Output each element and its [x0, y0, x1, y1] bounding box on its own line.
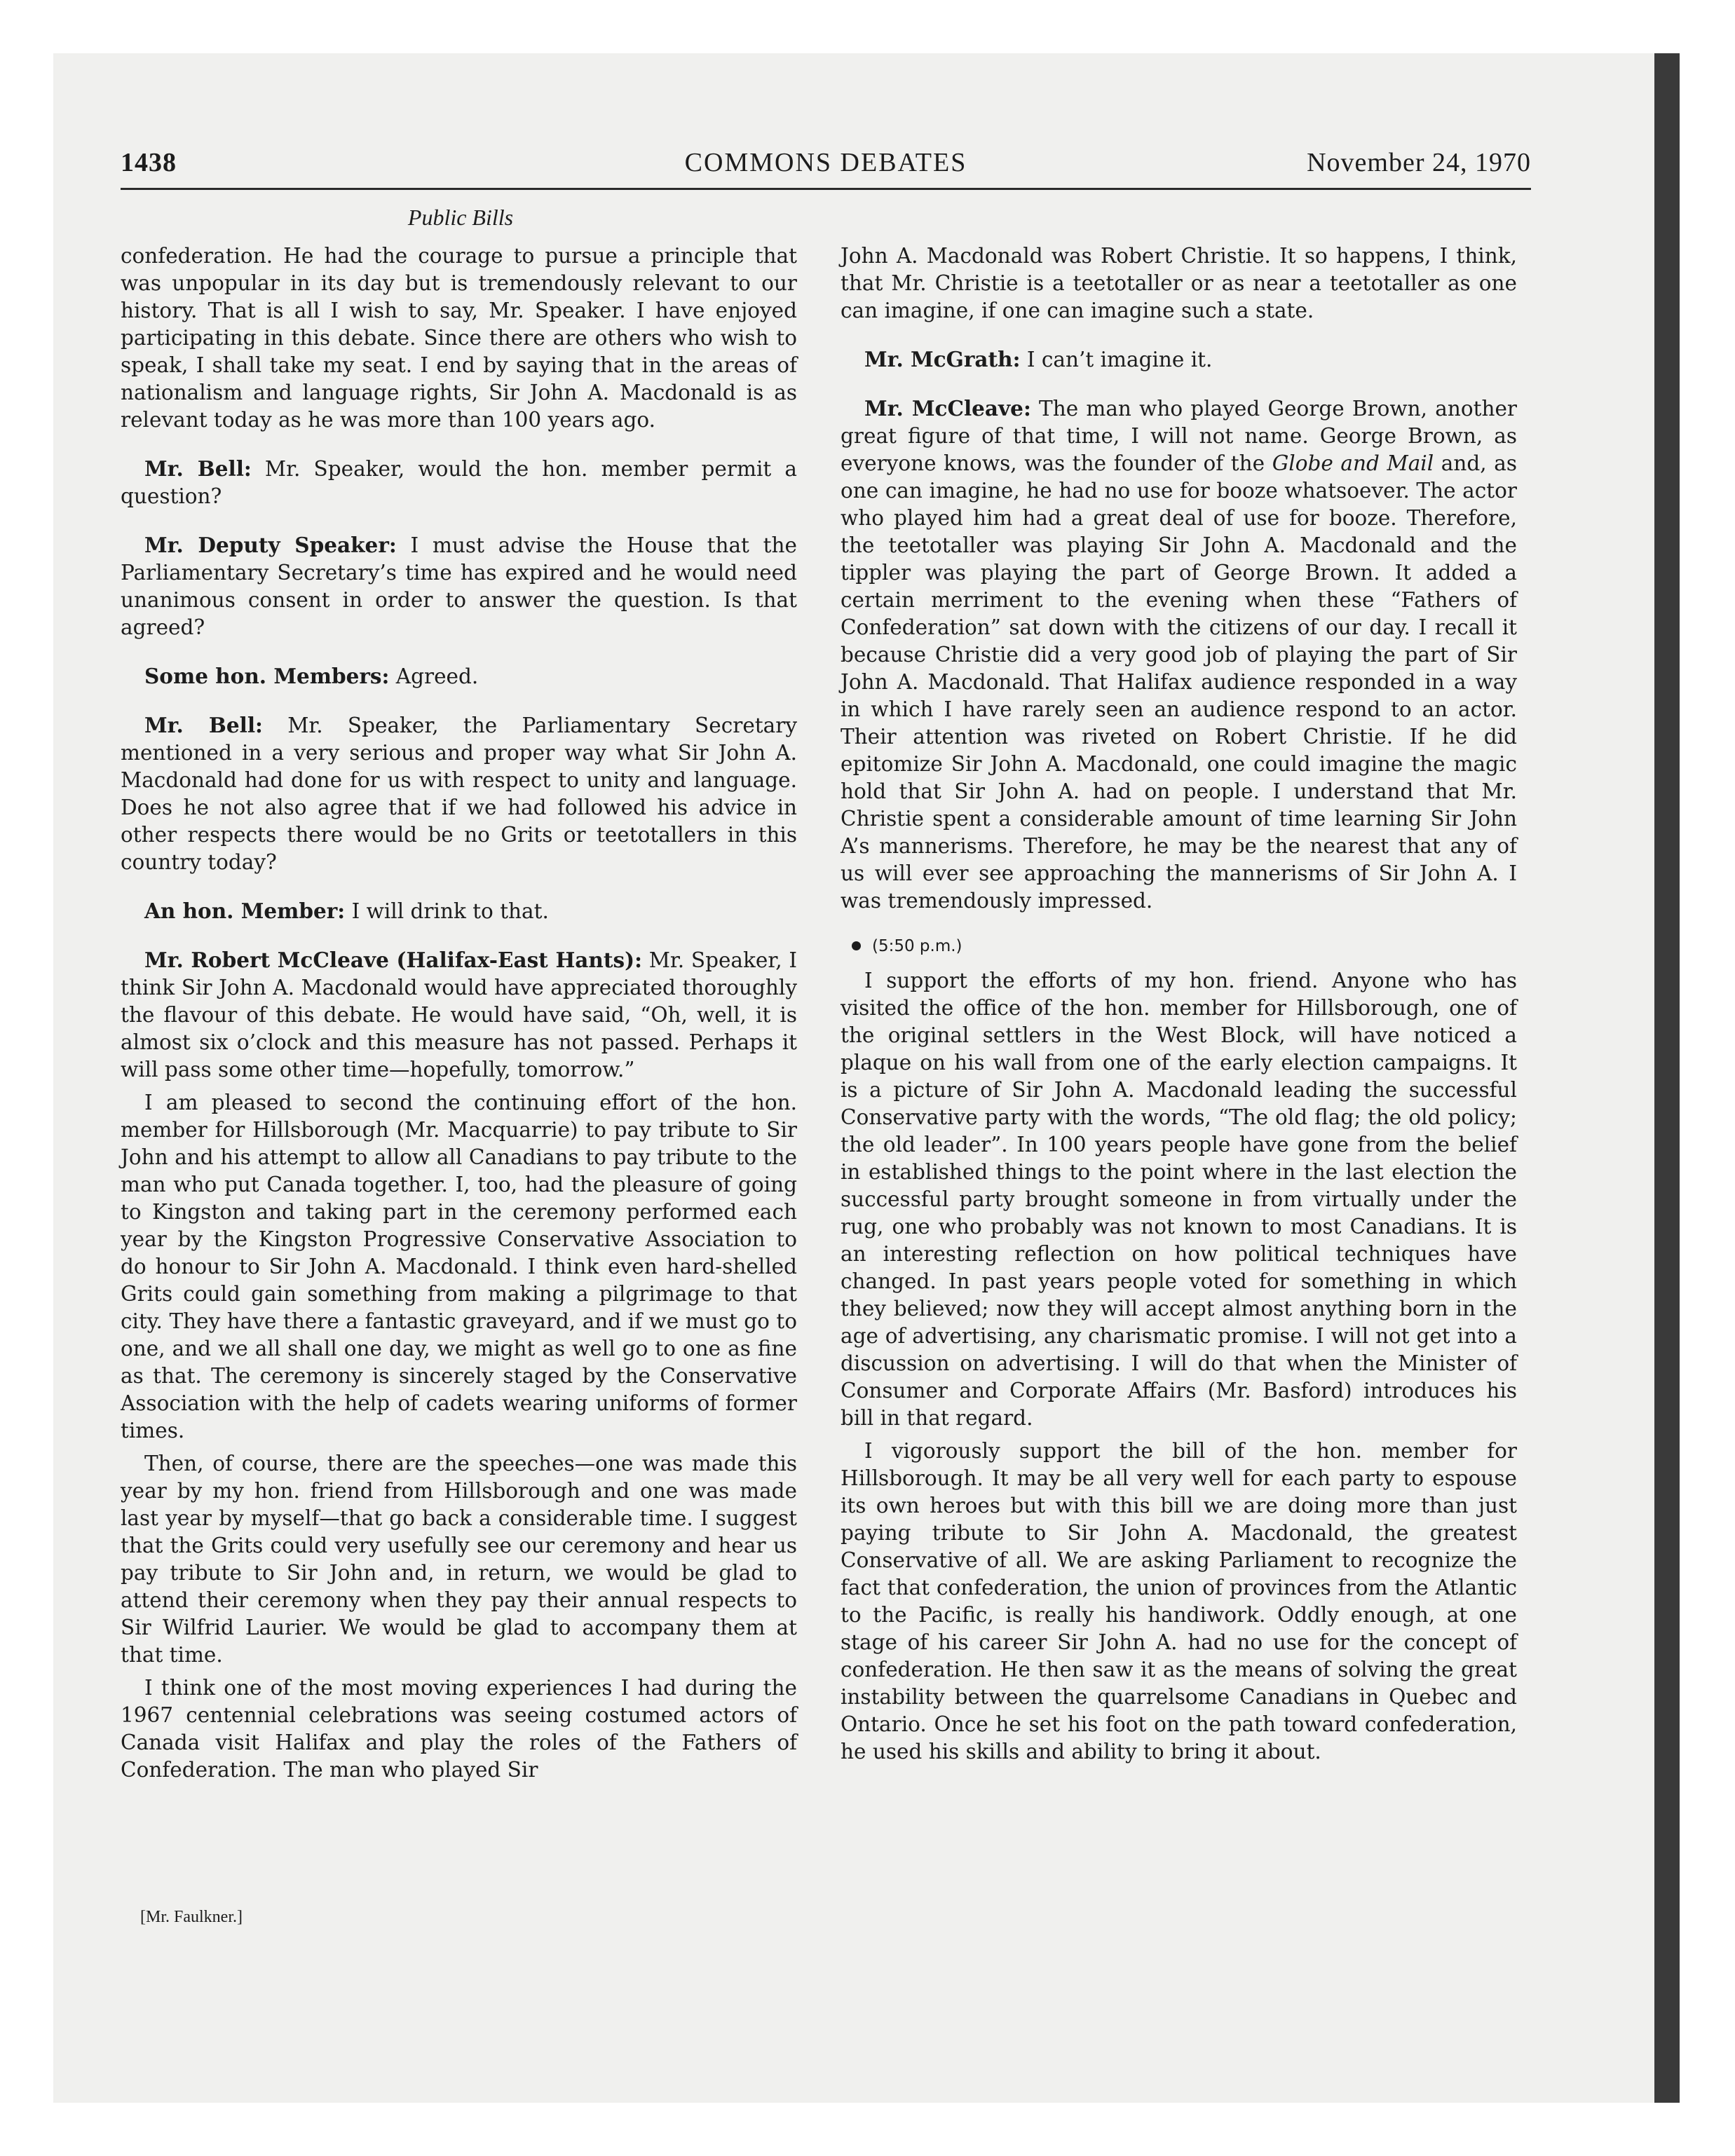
scan-edge-bar — [1654, 53, 1680, 2103]
time-stamp-text: (5:50 p.m.) — [872, 937, 962, 955]
time-stamp — [841, 933, 1517, 960]
paragraph: confederation. He had the courage to pursue a principle that was unpopular in its day but is tremendously relevant to our history. That is all I wish to say, Mr. Speaker. I have enjoyed participating in this debate. Since there are others who wish to speak, I shall take my seat. I end by saying that in the areas of nationalism and language rights, Sir John A. Macdonald is as relevant today as he was more than 100 years ago. — [121, 244, 797, 432]
speech-text: Mr. Speaker, would the hon. member permit a question? — [121, 457, 797, 508]
footer-reference: [Mr. Faulkner.] — [140, 1908, 243, 1926]
speaker-name: Mr. Deputy Speaker: — [144, 533, 397, 557]
speech-text: Mr. Speaker, I think Sir John A. Macdonald would have appreciated thoroughly the flavour of this debate. He would have said, “Oh, well, it is almost six o’clock and this measure has not passed. Perhaps it will pass some other time—hopefully, tomorrow.” — [121, 948, 797, 1082]
speaker-name: Mr. Bell: — [144, 456, 252, 481]
paragraph: I vigorously support the bill of the hon. member for Hillsborough. It may be all very well for each party to espouse its own heroes but with this bill we are doing more than just paying tribute to Sir John A. Macdonald, the greatest Conservative of all. We are asking Parliament to recognize the fact that confederation, the union of provinces from the Atlantic to the Pacific, is really his handiwork. Oddly enough, at one stage of his career Sir John A. had no use for the concept of confederation. He then saw it as the means of solving the great instability between the quarrelsome Canadians in Quebec and Ontario. Once he set his foot on the path toward confederation, he used his skills and ability to bring it about. — [841, 1439, 1517, 1763]
publication-title: COMMONS DEBATES — [684, 148, 967, 177]
paragraph: I support the efforts of my hon. friend. Anyone who has visited the office of the hon. member for Hillsborough, one of the original settlers in the West Block, will have noticed a plaque on his wall from one of the early election campaigns. It is a picture of Sir John A. Macdonald leading the successful Conservative party with the words, “The old flag; the old policy; the old leader”. In 100 years people have gone from the belief in established things to the point where in the last election the successful party brought someone in from virtually under the rug, one who probably was not known to most Canadians. It is an interesting reflection on how political techniques have changed. In past years people voted for something in which they believed; now they will accept almost anything born in the age of advertising, any charismatic promise. I will not get into a discussion on advertising. I will do that when the Minister of Consumer and Corporate Affairs (Mr. Basford) introduces his bill in that regard. — [841, 969, 1517, 1430]
speaker-name: Mr. Bell: — [144, 713, 263, 737]
speaker-name: An hon. Member: — [144, 899, 346, 923]
speaker-name: Some hon. Members: — [144, 664, 390, 688]
speech-text: Mr. Speaker, the Parliamentary Secretary mentioned in a very serious and proper way what Sir John A. Macdonald had done for us with respect to unity and language. Does he not also agree that if we had followed his advice in other respects there would be no Grits or teetotallers in this country today? — [121, 714, 797, 874]
paragraph — [121, 531, 797, 641]
paragraph: Then, of course, there are the speeches—one was made this year by my hon. friend from Hillsborough and one was made last year by myself—that go back a considerable time. I suggest that the Grits could very usefully see our ceremony and hear us pay tribute to Sir John and, in return, we would be glad to attend their ceremony when they pay their annual respects to Sir Wilfrid Laurier. We would be glad to accompany them at that time. — [121, 1452, 797, 1667]
speech-text: Agreed. — [389, 664, 479, 688]
page-number: 1438 — [121, 148, 177, 177]
speech-text: I will drink to that. — [345, 899, 549, 923]
speech-text: and, as one can imagine, he had no use for booze whatsoever. The actor who played him had a great deal of use for booze. Therefore, the teetotaller was playing Sir John A. Macdonald and the tippler was playing the part of George Brown. It added a certain merriment to the evening when these “Fathers of Confederation” sat down with the citizens of our day. I recall it because Christie did a very good job of playing the part of Sir John A. Macdonald. That Halifax audience responded in a way in which I have rarely seen an audience respond to an actor. Their attention was riveted on Robert Christie. If he did epitomize Sir John A. Macdonald, one could imagine the magic hold that Sir John A. had on people. I understand that Mr. Christie spent a considerable amount of time learning Sir John A’s mannerisms. Therefore, he may be the nearest that any of us will ever see approaching the mannerisms of Sir John A. I was tremendously impressed. — [841, 451, 1517, 913]
paragraph: I think one of the most moving experiences I had during the 1967 centennial celebrations was seeing costumed actors of Canada visit Halifax and play the roles of the Fathers of Confederation. The man who played Sir — [121, 1676, 797, 1782]
paragraph — [121, 455, 797, 510]
speech-text: I can’t imagine it. — [1020, 348, 1213, 371]
left-column — [121, 243, 797, 1784]
publication-date: November 24, 1970 — [1307, 148, 1531, 177]
paragraph — [121, 711, 797, 876]
speaker-name: Mr. McCleave: — [864, 396, 1031, 421]
paragraph — [841, 346, 1517, 374]
newspaper-title: Globe and Mail — [1272, 451, 1434, 475]
speech-text: The man who played George Brown, another great figure of that time, I will not name. George Brown, as everyone knows, was the founder of the — [841, 397, 1518, 475]
speech-text: I must advise the House that the Parliamentary Secretary’s time has expired and he would need unanimous consent in order to answer the question. Is that agreed? — [121, 533, 797, 639]
paragraph: John A. Macdonald was Robert Christie. It so happens, I think, that Mr. Christie is a teetotaller or as near a teetotaller as one can imagine, if one can imagine such a state. — [841, 244, 1517, 322]
right-column — [841, 243, 1517, 1766]
paragraph — [121, 897, 797, 925]
paragraph — [121, 662, 797, 690]
page-header — [121, 143, 1531, 190]
bullet-icon — [852, 941, 861, 950]
speaker-name: Mr. Robert McCleave (Halifax-East Hants): — [144, 948, 642, 972]
paragraph — [841, 395, 1517, 915]
paragraph: I am pleased to second the continuing effort of the hon. member for Hillsborough (Mr. Macquarrie) to pay tribute to Sir John and his attempt to allow all Canadians to pay tribute to the man who put Canada together. I, too, had the pleasure of going to Kingston and taking part in the ceremony performed each year by the Kingston Progressive Conservative Association to do honour to Sir John A. Macdonald. I think even hard-shelled Grits could gain something from making a pilgrimage to that city. They have there a fantastic graveyard, and if we must go to one, and we all shall one day, we might as well go to one as fine as that. The ceremony is sincerely staged by the Conservative Association with the help of cadets wearing uniforms of former times. — [121, 1091, 797, 1442]
section-title: Public Bills — [407, 205, 514, 230]
paragraph — [121, 946, 797, 1084]
speaker-name: Mr. McGrath: — [864, 347, 1021, 371]
